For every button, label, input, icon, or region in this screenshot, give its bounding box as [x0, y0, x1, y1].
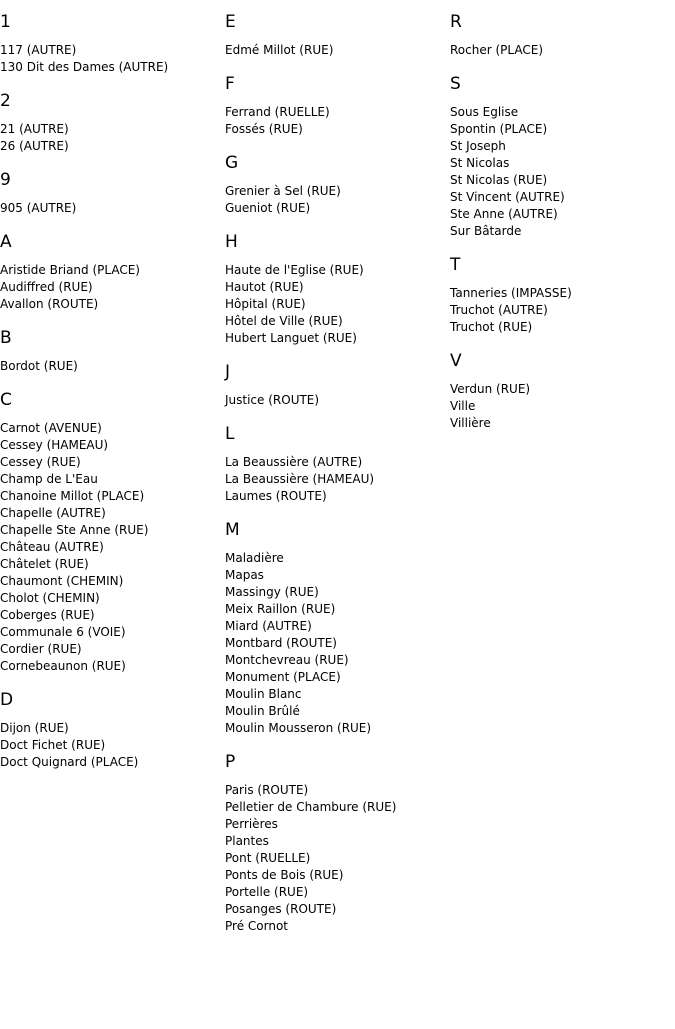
letter-group	[225, 752, 445, 935]
street-link[interactable]: Montbard (ROUTE)	[225, 636, 337, 650]
letter-group	[450, 255, 670, 336]
street-link[interactable]: La Beaussière (HAMEAU)	[225, 472, 375, 486]
street-link[interactable]: Meix Raillon (RUE)	[225, 602, 336, 616]
letter-heading: V	[450, 351, 462, 371]
street-index-column-3	[450, 12, 670, 447]
letter-heading: C	[0, 390, 12, 410]
street-link[interactable]: Miard (AUTRE)	[225, 619, 312, 633]
street-link[interactable]: Laumes (ROUTE)	[225, 489, 327, 503]
letter-heading: G	[225, 153, 239, 173]
letter-group	[225, 74, 445, 138]
street-link[interactable]: Bordot (RUE)	[0, 359, 78, 373]
street-link[interactable]: Hubert Languet (RUE)	[225, 331, 357, 345]
letter-group	[225, 424, 445, 505]
letter-heading: M	[225, 520, 240, 540]
street-link[interactable]: Ville	[450, 399, 476, 413]
street-link[interactable]: Hautot (RUE)	[225, 280, 304, 294]
street-link[interactable]: Avallon (ROUTE)	[0, 297, 99, 311]
street-link[interactable]: Verdun (RUE)	[450, 382, 531, 396]
street-link[interactable]: 117 (AUTRE)	[0, 43, 77, 57]
street-link[interactable]: Sous Eglise	[450, 105, 519, 119]
street-link[interactable]: Sur Bâtarde	[450, 224, 522, 238]
street-link[interactable]: Fossés (RUE)	[225, 122, 303, 136]
letter-heading: A	[0, 232, 12, 252]
street-link[interactable]: Rocher (PLACE)	[450, 43, 543, 57]
letter-heading: B	[0, 328, 12, 348]
letter-group	[0, 170, 220, 217]
street-link[interactable]: Grenier à Sel (RUE)	[225, 184, 341, 198]
street-link[interactable]: Audiffred (RUE)	[0, 280, 93, 294]
letter-group	[450, 12, 670, 59]
street-link[interactable]: 905 (AUTRE)	[0, 201, 77, 215]
street-link[interactable]: St Nicolas (RUE)	[450, 173, 548, 187]
street-link[interactable]: Pré Cornot	[225, 919, 288, 933]
street-link[interactable]: Hôtel de Ville (RUE)	[225, 314, 343, 328]
street-index-column-1	[0, 12, 220, 786]
street-link[interactable]: Moulin Brûlé	[225, 704, 300, 718]
street-link[interactable]: Haute de l'Eglise (RUE)	[225, 263, 364, 277]
street-link[interactable]: Moulin Blanc	[225, 687, 302, 701]
street-link[interactable]: Cornebeaunon (RUE)	[0, 659, 126, 673]
street-link[interactable]: Aristide Briand (PLACE)	[0, 263, 140, 277]
street-link[interactable]: St Vincent (AUTRE)	[450, 190, 565, 204]
street-link[interactable]: Chanoine Millot (PLACE)	[0, 489, 145, 503]
street-link[interactable]: La Beaussière (AUTRE)	[225, 455, 363, 469]
letter-group	[0, 328, 220, 375]
street-link[interactable]: Perrières	[225, 817, 278, 831]
letter-group	[0, 91, 220, 155]
letter-group	[225, 232, 445, 347]
street-link[interactable]: Doct Fichet (RUE)	[0, 738, 106, 752]
letter-group	[0, 232, 220, 313]
street-link[interactable]: 130 Dit des Dames (AUTRE)	[0, 60, 169, 74]
letter-group	[450, 351, 670, 432]
street-link[interactable]: Châtelet (RUE)	[0, 557, 89, 571]
street-link[interactable]: Paris (ROUTE)	[225, 783, 309, 797]
street-link[interactable]: Posanges (ROUTE)	[225, 902, 337, 916]
street-link[interactable]: St Nicolas	[450, 156, 510, 170]
letter-group	[0, 690, 220, 771]
street-link[interactable]: Massingy (RUE)	[225, 585, 319, 599]
street-link[interactable]: St Joseph	[450, 139, 506, 153]
street-link[interactable]: Montchevreau (RUE)	[225, 653, 349, 667]
street-link[interactable]: Villière	[450, 416, 491, 430]
letter-group	[450, 74, 670, 240]
letter-group	[225, 362, 445, 409]
street-link[interactable]: Ponts de Bois (RUE)	[225, 868, 344, 882]
street-link[interactable]: Tanneries (IMPASSE)	[450, 286, 572, 300]
street-link[interactable]: Cordier (RUE)	[0, 642, 82, 656]
street-link[interactable]: Chapelle Ste Anne (RUE)	[0, 523, 149, 537]
street-link[interactable]: Truchot (RUE)	[450, 320, 533, 334]
street-link[interactable]: Justice (ROUTE)	[225, 393, 320, 407]
street-link[interactable]: Doct Quignard (PLACE)	[0, 755, 139, 769]
letter-heading: L	[225, 424, 235, 444]
street-link[interactable]: Carnot (AVENUE)	[0, 421, 102, 435]
street-link[interactable]: Edmé Millot (RUE)	[225, 43, 334, 57]
street-link[interactable]: 26 (AUTRE)	[0, 139, 69, 153]
street-link[interactable]: Ste Anne (AUTRE)	[450, 207, 558, 221]
street-link[interactable]: Château (AUTRE)	[0, 540, 104, 554]
street-link[interactable]: Moulin Mousseron (RUE)	[225, 721, 372, 735]
street-link[interactable]: Cessey (RUE)	[0, 455, 81, 469]
street-link[interactable]: Chapelle (AUTRE)	[0, 506, 106, 520]
street-link[interactable]: Plantes	[225, 834, 269, 848]
street-link[interactable]: Ferrand (RUELLE)	[225, 105, 330, 119]
street-link[interactable]: Portelle (RUE)	[225, 885, 309, 899]
letter-heading: H	[225, 232, 238, 252]
letter-group	[225, 520, 445, 737]
letter-group	[0, 12, 220, 76]
street-link[interactable]: Cessey (HAMEAU)	[0, 438, 109, 452]
letter-heading: 1	[0, 12, 11, 32]
letter-heading: R	[450, 12, 462, 32]
street-index-column-2	[225, 12, 445, 950]
letter-heading: E	[225, 12, 236, 32]
street-link[interactable]: 21 (AUTRE)	[0, 122, 69, 136]
street-link[interactable]: Spontin (PLACE)	[450, 122, 548, 136]
street-link[interactable]: Truchot (AUTRE)	[450, 303, 548, 317]
street-link[interactable]: Pont (RUELLE)	[225, 851, 311, 865]
street-link[interactable]: Cholot (CHEMIN)	[0, 591, 100, 605]
letter-group	[225, 153, 445, 217]
letter-heading: 2	[0, 91, 11, 111]
street-link[interactable]: Hôpital (RUE)	[225, 297, 306, 311]
letter-heading: T	[450, 255, 461, 275]
street-link[interactable]: Champ de L'Eau	[0, 472, 98, 486]
letter-heading: D	[0, 690, 14, 710]
street-link[interactable]: Mapas	[225, 568, 264, 582]
letter-heading: S	[450, 74, 461, 94]
street-link[interactable]: Maladière	[225, 551, 284, 565]
street-link[interactable]: Gueniot (RUE)	[225, 201, 311, 215]
street-link[interactable]: Pelletier de Chambure (RUE)	[225, 800, 397, 814]
letter-group	[0, 390, 220, 675]
street-link[interactable]: Chaumont (CHEMIN)	[0, 574, 124, 588]
letter-heading: J	[225, 362, 231, 382]
street-link[interactable]: Dijon (RUE)	[0, 721, 69, 735]
street-link[interactable]: Coberges (RUE)	[0, 608, 95, 622]
street-link[interactable]: Communale 6 (VOIE)	[0, 625, 126, 639]
street-link[interactable]: Monument (PLACE)	[225, 670, 341, 684]
letter-heading: F	[225, 74, 235, 94]
letter-heading: 9	[0, 170, 11, 190]
letter-heading: P	[225, 752, 236, 772]
letter-group	[225, 12, 445, 59]
